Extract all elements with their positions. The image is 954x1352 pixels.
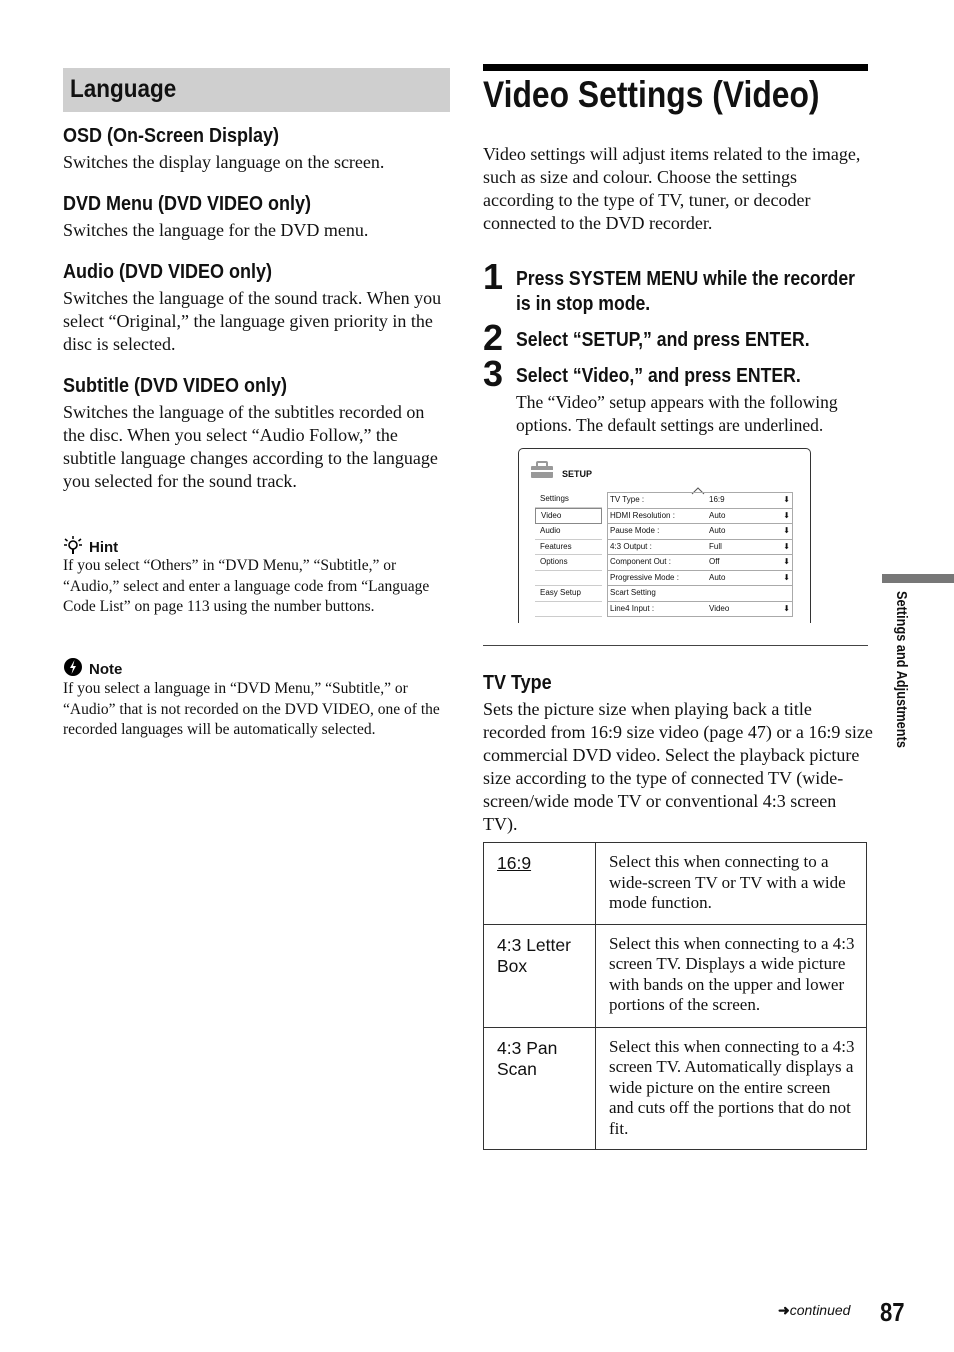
- dvd-menu-title: DVD Menu (DVD VIDEO only): [63, 193, 312, 215]
- right-arrow-icon: ➜: [778, 1302, 790, 1318]
- menu-item-options[interactable]: Options: [535, 555, 602, 571]
- menu-item-blank-2: [535, 602, 602, 618]
- dropdown-arrow-icon: ⬇: [783, 495, 790, 504]
- tv-type-text: Sets the picture size when playing back a title recorded from 16:9 size video (page 47) or a 16:9 size commercial DVD video. Select the playback picture size according to the type of connected TV (wide-screen/wide mode TV or conventional 4:3 screen TV).: [483, 699, 873, 834]
- language-heading: Language: [70, 75, 177, 103]
- side-tab-label: Settings and Adjustments: [893, 591, 909, 748]
- option-label: Scart Setting: [610, 588, 656, 597]
- tv-type-table: [483, 842, 867, 1150]
- option-label: Component Out :: [610, 557, 671, 566]
- lightbulb-icon: [63, 535, 83, 555]
- menu-item-video[interactable]: Video: [535, 508, 602, 525]
- step-3-text: Select “Video,” and press ENTER.: [516, 364, 801, 387]
- menu-item-features[interactable]: Features: [535, 540, 602, 556]
- continued-text: continued: [789, 1302, 851, 1318]
- step-2-text: Select “SETUP,” and press ENTER.: [516, 328, 810, 351]
- option-label: Line4 Input :: [610, 603, 655, 613]
- dropdown-arrow-icon: ⬇: [783, 526, 790, 535]
- table-desc: Select this when connecting to a 4:3 screen TV. Automatically displays a wide picture on the entire screen and cuts off the portions that do not fit.: [596, 1027, 867, 1150]
- default-option-label: 16:9: [497, 853, 532, 873]
- option-value: Full: [709, 541, 722, 551]
- dropdown-arrow-icon: ⬇: [783, 557, 790, 566]
- audio-text: Switches the language of the sound track. When you select “Original,” the language given priority in the disc is selected.: [63, 288, 442, 354]
- option-value: Auto: [709, 572, 726, 582]
- setup-options: [607, 492, 793, 617]
- option-progressive-mode[interactable]: [608, 571, 792, 587]
- option-value: Auto: [709, 526, 726, 535]
- option-label: TV Type :: [610, 495, 645, 504]
- option-value: Auto: [709, 510, 726, 520]
- side-tab-bar: [882, 574, 954, 583]
- page-number: 87: [880, 1297, 905, 1327]
- dropdown-arrow-icon: ⬇: [783, 603, 790, 613]
- table-row: [484, 924, 867, 1027]
- step-3-number: 3: [483, 353, 504, 394]
- note-header: [63, 657, 122, 679]
- step-3-note: The “Video” setup appears with the following options. The default settings are underlined.: [516, 392, 838, 435]
- option-scart-setting[interactable]: [608, 586, 792, 602]
- osd-title: OSD (On-Screen Display): [63, 125, 280, 147]
- osd-text: Switches the display language on the screen.: [63, 152, 385, 172]
- dropdown-arrow-icon: ⬇: [783, 510, 790, 520]
- table-key: 4:3 Pan Scan: [484, 1027, 596, 1150]
- option-line4-input[interactable]: [608, 602, 792, 617]
- table-row: [484, 1027, 867, 1150]
- section-divider: [483, 645, 868, 646]
- menu-item-audio[interactable]: Audio: [535, 524, 602, 540]
- table-key: 4:3 Letter Box: [484, 924, 596, 1027]
- option-component-out[interactable]: [608, 555, 792, 571]
- option-pause-mode[interactable]: [608, 524, 792, 540]
- option-tv-type[interactable]: [608, 493, 792, 509]
- option-value: Off: [709, 557, 720, 566]
- language-heading-bar: [63, 68, 450, 112]
- note-text: If you select a language in “DVD Menu,” “Subtitle,” or “Audio” that is not recorded on the DVD VIDEO, one of the recorded languages will be automatically selected.: [63, 680, 440, 738]
- option-43-output[interactable]: [608, 540, 792, 556]
- table-desc: Select this when connecting to a 4:3 screen TV. Displays a wide picture with bands on the upper and lower portions of the screen.: [596, 924, 867, 1027]
- subtitle-text: Switches the language of the subtitles recorded on the disc. When you select “Audio Follow,” the subtitle language changes according to the language you selected for the sound track.: [63, 402, 438, 491]
- note-warning-icon: [63, 657, 83, 677]
- option-label: Progressive Mode :: [610, 572, 679, 582]
- table-desc: Select this when connecting to a wide-screen TV or TV with a wide mode function.: [596, 843, 867, 925]
- step-1-text: Press SYSTEM MENU while the recorder is in stop mode.: [516, 267, 856, 315]
- option-value: 16:9: [709, 495, 725, 504]
- setup-menu: [535, 492, 602, 617]
- hint-header: [63, 535, 118, 557]
- hint-text: If you select “Others” in “DVD Menu,” “Subtitle,” or “Audio,” select and enter a language code from “Language Code List” on page 113 using the number buttons.: [63, 557, 430, 615]
- video-intro: Video settings will adjust items related to the image, such as size and colour. Choose the settings according to the type of TV, tuner, or decoder connected to the DVD recorder.: [483, 144, 861, 233]
- title-rule: [483, 64, 868, 71]
- option-label: Pause Mode :: [610, 526, 660, 535]
- menu-item-easy-setup[interactable]: Easy Setup: [535, 586, 602, 602]
- continued-label: [778, 1302, 850, 1319]
- setup-screen-title: SETUP: [562, 469, 593, 479]
- dvd-menu-text: Switches the language for the DVD menu.: [63, 220, 369, 240]
- step-2-number: 2: [483, 317, 504, 358]
- option-hdmi-resolution[interactable]: [608, 509, 792, 525]
- note-label: Note: [89, 661, 123, 678]
- audio-title: Audio (DVD VIDEO only): [63, 261, 272, 283]
- page-title: Video Settings (Video): [483, 74, 820, 115]
- menu-item-blank: [535, 571, 602, 587]
- setup-screen: [518, 448, 811, 623]
- option-label: 4:3 Output :: [610, 541, 652, 551]
- dropdown-arrow-icon: ⬇: [783, 572, 790, 582]
- tv-type-title: TV Type: [483, 672, 552, 694]
- table-key: [484, 843, 596, 925]
- toolbox-icon: [530, 461, 554, 479]
- dropdown-arrow-icon: ⬇: [783, 541, 790, 551]
- menu-item-settings[interactable]: Settings: [535, 492, 602, 508]
- option-label: HDMI Resolution :: [610, 510, 675, 520]
- option-value: Video: [709, 603, 730, 613]
- subtitle-title: Subtitle (DVD VIDEO only): [63, 375, 288, 397]
- hint-label: Hint: [89, 539, 119, 556]
- step-1-number: 1: [483, 256, 504, 297]
- table-row: [484, 843, 867, 925]
